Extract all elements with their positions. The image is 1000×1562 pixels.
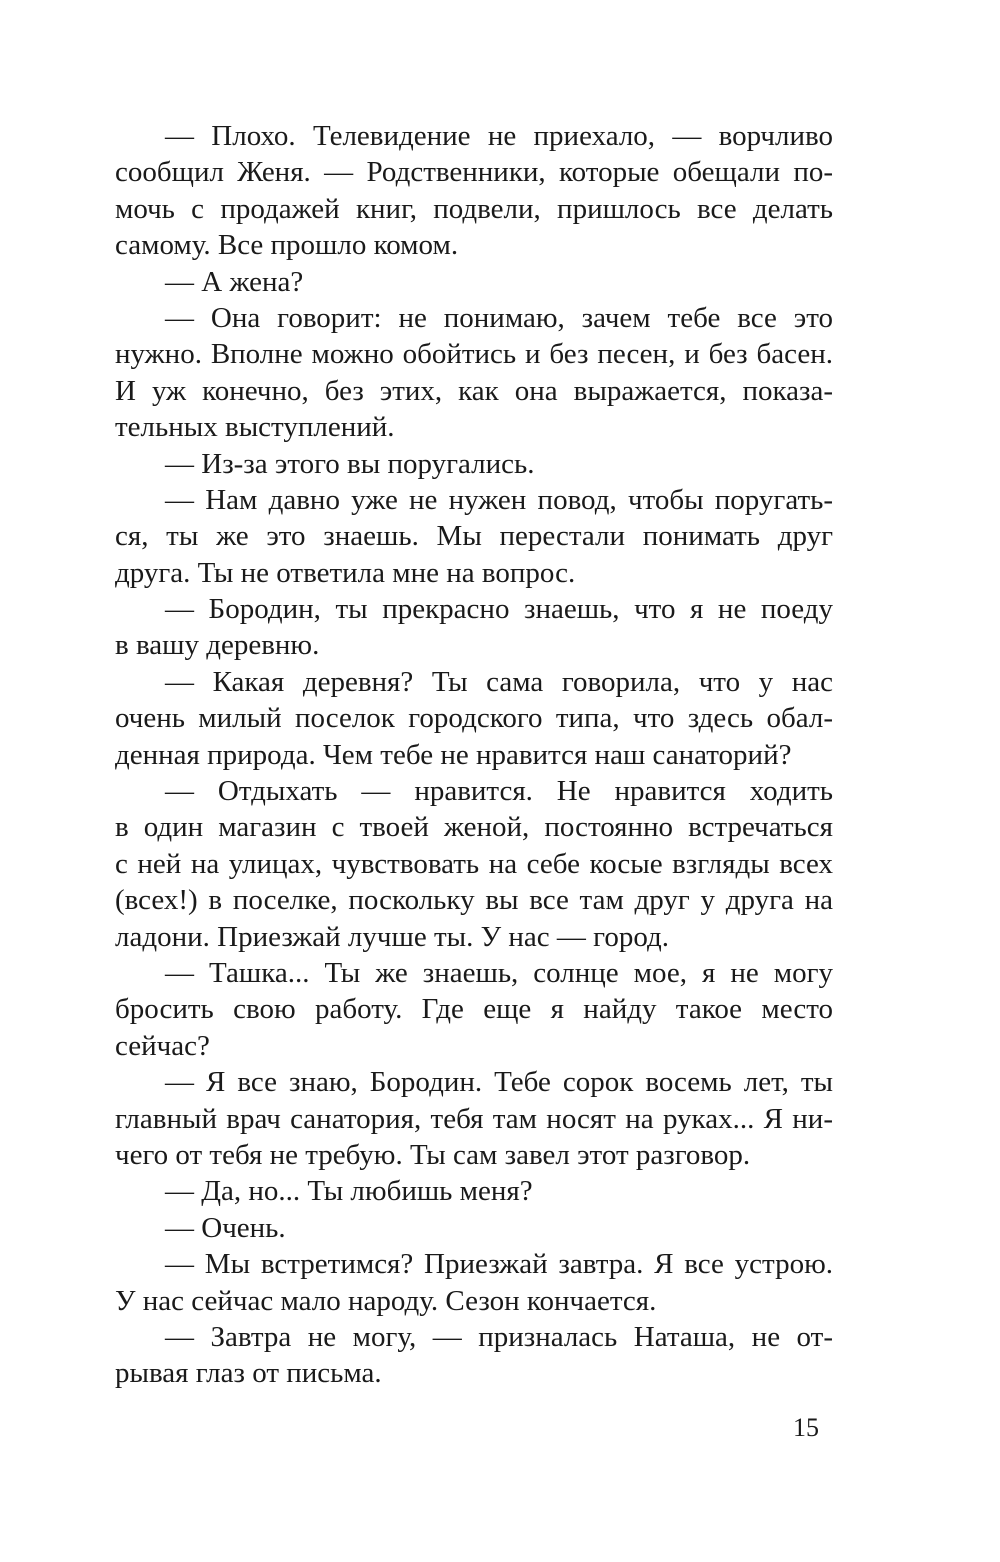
text-line: ладони. Приезжай лучше ты. У нас — город. (115, 920, 669, 953)
text-line: денная природа. Чем тебе не нравится наш санаторий? (115, 738, 792, 771)
text-line: У нас сейчас мало народу. Сезон кончается. (115, 1284, 657, 1317)
text-line: (всех!) в поселке, поскольку вы все там друг у друга на (115, 884, 833, 917)
body-text (115, 118, 833, 1392)
text-line: — Очень. (165, 1211, 286, 1244)
text-line: — А жена? (165, 265, 304, 298)
text-line: в один магазин с твоей женой, постоянно встречаться (115, 811, 833, 844)
paragraph (115, 482, 833, 591)
text-line: сообщил Женя. — Родственники, которые обещали по- (115, 156, 833, 189)
text-line: главный врач санатория, тебя там носят на руках... Я ни- (115, 1102, 833, 1135)
paragraph (115, 264, 833, 300)
text-line: — Ташка... Ты же знаешь, солнце мое, я не могу (165, 956, 833, 989)
text-line: друга. Ты не ответила мне на вопрос. (115, 556, 576, 589)
text-line: нужно. Вполне можно обойтись и без песен, и без басен. (115, 338, 833, 371)
text-line: — Да, но... Ты любишь меня? (165, 1175, 533, 1208)
paragraph (115, 1173, 833, 1209)
paragraph (115, 664, 833, 773)
paragraph (115, 446, 833, 482)
paragraph (115, 1064, 833, 1173)
paragraph (115, 591, 833, 664)
paragraph (115, 773, 833, 955)
paragraph (115, 955, 833, 1064)
text-line: чего от тебя не требую. Ты сам завел этот разговор. (115, 1138, 751, 1171)
text-line: — Мы встретимся? Приезжай завтра. Я все устрою. (165, 1248, 833, 1281)
text-line: — Она говорит: не понимаю, зачем тебе все это (165, 301, 833, 334)
text-line: — Какая деревня? Ты сама говорила, что у нас (165, 665, 833, 698)
paragraph (115, 118, 833, 264)
paragraph (115, 1319, 833, 1392)
text-line: мочь с продажей книг, подвели, пришлось все делать (115, 192, 833, 225)
text-line: — Бородин, ты прекрасно знаешь, что я не поеду (165, 593, 833, 626)
text-line: — Я все знаю, Бородин. Тебе сорок восемь лет, ты (165, 1066, 833, 1099)
page-number: 15 (793, 1413, 819, 1442)
text-line: рывая глаз от письма. (115, 1357, 382, 1390)
text-line: в вашу деревню. (115, 629, 320, 662)
text-line: — Отдыхать — нравится. Не нравится ходить (165, 775, 833, 808)
text-line: И уж конечно, без этих, как она выражается, показа- (115, 374, 833, 407)
text-line: очень милый поселок городского типа, что здесь обал- (115, 702, 833, 735)
text-line: ся, ты же это знаешь. Мы перестали понимать друг (115, 520, 833, 553)
paragraph (115, 1210, 833, 1246)
text-line: с ней на улицах, чувствовать на себе косые взгляды всех (115, 847, 833, 880)
text-line: — Из-за этого вы поругались. (165, 447, 535, 480)
text-line: — Нам давно уже не нужен повод, чтобы поругать- (165, 483, 833, 516)
text-line: сейчас? (115, 1029, 210, 1062)
text-line: тельных выступлений. (115, 411, 395, 444)
text-line: — Плохо. Телевидение не приехало, — ворчливо (165, 120, 833, 152)
paragraph (115, 300, 833, 446)
text-line: самому. Все прошло комом. (115, 229, 459, 262)
text-line: — Завтра не могу, — призналась Наташа, не от- (165, 1320, 833, 1353)
paragraph (115, 1246, 833, 1319)
text-line: бросить свою работу. Где еще я найду такое место (115, 993, 833, 1026)
